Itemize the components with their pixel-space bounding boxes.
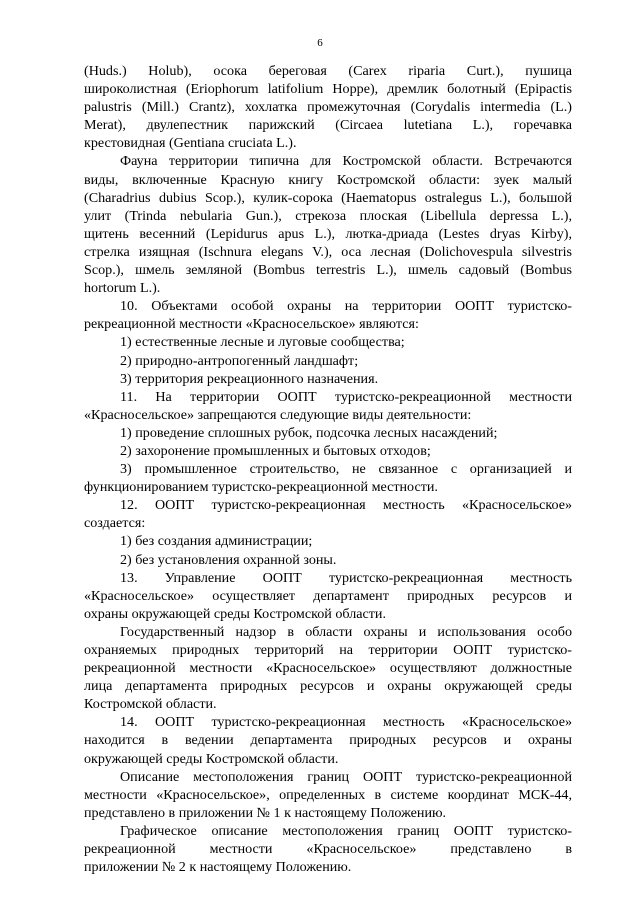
- text-line: крестовидная (Gentiana cruciata L.).: [84, 135, 297, 152]
- text-line: 1) без создания администрации;: [120, 533, 313, 550]
- text-line: рекреационной местности «Красносельское» являются:: [84, 316, 419, 333]
- text-line: 1) естественные лесные и луговые сообщества;: [120, 334, 405, 351]
- text-line: 12. ООПТ туристско-рекреационная местность «Красносельское»: [120, 497, 572, 514]
- text-line: 11. На территории ООПТ туристско-рекреационной местности: [120, 388, 572, 405]
- text-line: широколистная (Eriophorum latifolium Hoppe), дремлик болотный (Epipactis: [84, 81, 572, 98]
- text-line: лица департамента природных ресурсов и охраны окружающей среды: [84, 678, 572, 695]
- text-line: «Красносельское» осуществляет департамент природных ресурсов и: [84, 587, 572, 604]
- text-line: Фауна территории типична для Костромской области. Встречаются: [120, 153, 572, 170]
- text-line: Костромской области.: [84, 696, 217, 713]
- text-line: hortorum L.).: [84, 280, 161, 297]
- text-line: 1) проведение сплошных рубок, подсочка лесных насаждений;: [120, 424, 498, 441]
- text-line: охраны окружающей среды Костромской области.: [84, 605, 386, 622]
- text-line: рекреационной местности «Красносельское» представлено в: [84, 841, 572, 858]
- text-line: приложении № 2 к настоящему Положению.: [84, 859, 352, 876]
- text-line: 3) промышленное строительство, не связанное с организацией и: [120, 461, 572, 478]
- text-line: palustris (Mill.) Crantz), хохлатка промежуточная (Corydalis intermedia (L.): [84, 99, 572, 116]
- text-line: охраняемых природных территорий на территории ООПТ туристско-: [84, 642, 572, 658]
- text-line: «Красносельское» запрещаются следующие виды деятельности:: [84, 406, 472, 423]
- text-line: Описание местоположения границ ООПТ туристско-рекреационной: [120, 768, 572, 785]
- text-line: окружающей среды Костромской области.: [84, 750, 339, 767]
- text-line: 2) природно-антропогенный ландшафт;: [120, 352, 359, 369]
- text-line: 14. ООПТ туристско-рекреационная местность «Красносельское»: [120, 714, 572, 731]
- page-number: 6: [317, 37, 323, 49]
- text-line: улит (Trinda nebularia Gun.), стрекоза плоская (Libellula depressa L.),: [84, 207, 572, 224]
- text-line: (Huds.) Holub), осока береговая (Carex riparia Curt.), пушица: [84, 63, 572, 79]
- text-line: Государственный надзор в области охраны и использования особо: [120, 623, 572, 640]
- document-body: [84, 62, 572, 876]
- text-line: Merat), двулепестник парижский (Circaea lutetiana L.), горечавка: [84, 117, 572, 134]
- text-line: 13. Управление ООПТ туристско-рекреационная местность: [120, 569, 572, 586]
- text-line: 3) территория рекреационного назначения.: [120, 370, 379, 387]
- text-line: местности «Красносельское», определенных в системе координат МСК-44,: [84, 786, 572, 803]
- text-line: (Charadrius dubius Scop.), кулик-сорока (Haematopus ostralegus L.), большой: [84, 189, 572, 206]
- text-line: стрелка изящная (Ischnura elegans V.), оса лесная (Dolichovespula silvestris: [84, 243, 572, 260]
- text-line: рекреационной местности «Красносельское» осуществляют должностные: [84, 660, 572, 677]
- text-line: создается:: [84, 515, 146, 532]
- text-line: представлено в приложении № 1 к настоящему Положению.: [84, 804, 447, 821]
- text-line: Scop.), шмель земляной (Bombus terrestris L.), шмель садовый (Bombus: [84, 262, 572, 279]
- text-line: функционированием туристско-рекреационной местности.: [84, 479, 438, 496]
- text-line: Графическое описание местоположения границ ООПТ туристско-: [120, 822, 572, 839]
- text-line: находится в ведении департамента природных ресурсов и охраны: [84, 732, 572, 749]
- text-line: 2) захоронение промышленных и бытовых отходов;: [120, 442, 431, 459]
- text-line: виды, включенные Красную книгу Костромской области: зуек малый: [84, 171, 572, 188]
- text-line: щитень весенний (Lepidurus apus L.), лютка-дриада (Lestes dryas Kirby),: [84, 225, 572, 242]
- text-line: 10. Объектами особой охраны на территории ООПТ туристско-: [120, 298, 572, 315]
- text-line: 2) без установления охранной зоны.: [120, 551, 337, 568]
